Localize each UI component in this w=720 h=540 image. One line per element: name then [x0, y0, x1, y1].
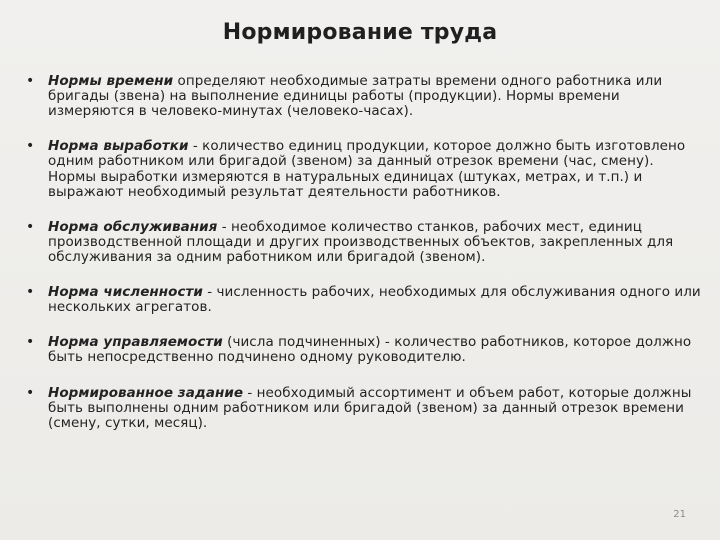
bullet-text: - количество единиц продукции, которое должно быть изготовлено одним работником или бригадой (звеном) за данный отрезок времени (час, смену). Нормы выработки измеряются в натуральных единицах (штуках, метрах, и т.п.) и выражают необходимый результат деятельности работников.: [48, 138, 686, 200]
bullet-icon: •: [26, 218, 35, 235]
bullet-list: [24, 74, 704, 451]
bullet-term: Норма управляемости: [48, 334, 223, 351]
bullet-icon: •: [26, 334, 35, 351]
bullet-text: определяют необходимые затраты времени одного работника или бригады (звена) на выполнение единицы работы (продукции). Нормы времени измеряются в человеко-минутах (человеко-часах).: [48, 73, 663, 120]
bullet-text: - численность рабочих, необходимых для обслуживания одного или нескольких агрегатов.: [48, 284, 701, 316]
bullet-item-output-norm: [24, 139, 704, 199]
bullet-term: Норма численности: [48, 284, 203, 301]
bullet-item-span-of-control-norm: [24, 335, 704, 365]
bullet-item-service-norm: [24, 220, 704, 265]
bullet-term: Норма выработки: [48, 138, 189, 155]
bullet-icon: •: [26, 138, 35, 155]
bullet-term: Норма обслуживания: [48, 218, 218, 235]
bullet-text: - необходимый ассортимент и объем работ, которые должны быть выполнены одним работником или бригадой (звеном) за данный отрезок времени (смену, сутки, месяц).: [48, 384, 692, 431]
bullet-item-standard-task: [24, 386, 704, 431]
bullet-icon: •: [26, 384, 35, 401]
bullet-icon: •: [26, 73, 35, 89]
bullet-text: (числа подчиненных) - количество работников, которое должно быть непосредственно подчинено одному руководителю.: [48, 334, 692, 366]
bullet-item-headcount-norm: [24, 285, 704, 315]
bullet-icon: •: [26, 284, 35, 301]
bullet-item-norms-of-time: [24, 74, 704, 119]
bullet-term: Нормы времени: [48, 73, 174, 89]
bullet-term: Нормированное задание: [48, 384, 244, 401]
page-number: 21: [673, 509, 686, 520]
slide-title: Нормирование труда: [222, 20, 498, 45]
bullet-text: - необходимое количество станков, рабочих мест, единиц производственной площади и других производственных объектов, закрепленных для обслуживания за одним работником или бригадой (звеном).: [48, 218, 674, 265]
